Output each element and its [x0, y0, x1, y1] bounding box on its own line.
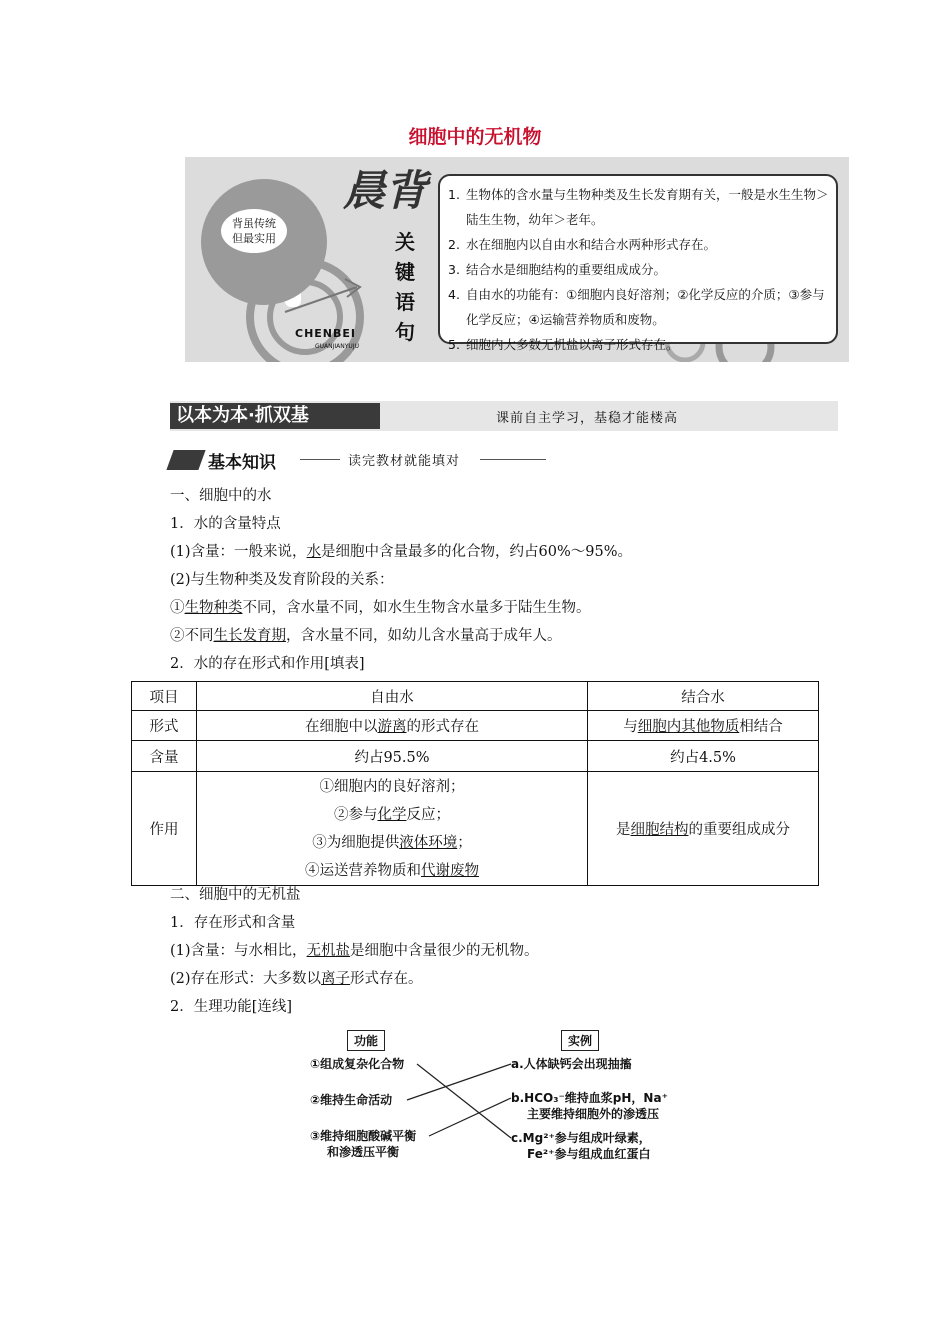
section-header-bar — [170, 401, 838, 431]
knowledge-title: 基本知识 — [208, 453, 276, 473]
key-point-text: 自由水的功能有：①细胞内良好溶剂；②化学反应的介质；③参与化学反应；④运输营养物质和废物。 — [466, 287, 825, 327]
speech-bubble — [221, 209, 287, 253]
table-cell — [588, 711, 819, 741]
text: 是细胞中含量很少的无机物。 — [350, 943, 539, 959]
table-cell: 约占95.5% — [197, 741, 588, 772]
key-point-num: 4. — [448, 287, 460, 302]
key-point-text: 细胞内大多数无机盐以离子形式存在。 — [466, 337, 679, 352]
table-cell — [197, 711, 588, 741]
connector-lines — [305, 1026, 665, 1166]
text: (1)含量：一般来说， — [170, 544, 307, 560]
table-cell: 作用 — [132, 772, 197, 886]
sub-heading: 1．存在形式和含量 — [170, 915, 296, 931]
answer-blank: 离子 — [321, 971, 351, 987]
key-point — [448, 332, 830, 357]
key-point-text: 结合水是细胞结构的重要组成成分。 — [466, 262, 667, 277]
vertical-char: 语 — [395, 290, 415, 314]
matching-diagram — [305, 1026, 668, 1166]
text: ③为细胞提供 — [312, 834, 400, 851]
answer-blank: 细胞内其他物质 — [637, 719, 740, 735]
diagram-right-item: 主要维持细胞外的渗透压 — [527, 1107, 660, 1121]
answer-blank: 细胞结构 — [630, 822, 689, 838]
bubble-text-line: 背虽传统 — [232, 217, 276, 230]
sub-heading: 1．水的含量特点 — [170, 516, 281, 532]
text: 形式存在。 — [350, 971, 423, 987]
morning-recite-banner — [185, 157, 849, 362]
text: 是细胞中含量最多的化合物，约占60%～95%。 — [321, 544, 633, 560]
table-row — [132, 682, 819, 711]
text: ①细胞内的良好溶剂； — [319, 778, 465, 795]
paragraph — [170, 969, 423, 989]
section-title: 以本为本·抓双基 — [170, 403, 380, 429]
table-cell — [197, 772, 588, 886]
answer-blank: 游离 — [377, 719, 407, 735]
paragraph — [170, 941, 539, 961]
text-line — [197, 857, 587, 885]
vertical-label — [395, 227, 421, 347]
text: ④运送营养物质和 — [305, 862, 421, 879]
text: ； — [457, 834, 472, 851]
diagram-left-item: ①组成复杂化合物 — [310, 1057, 405, 1071]
brand-label: CHENBEI — [295, 327, 356, 340]
answer-blank: 水 — [306, 544, 322, 560]
table-cell: 约占4.5% — [588, 741, 819, 772]
sub-heading: 2．水的存在形式和作用[填表] — [170, 656, 365, 672]
paragraph: (2)与生物种类及发育阶段的关系： — [170, 572, 394, 588]
table-cell: 形式 — [132, 711, 197, 741]
table-row — [132, 741, 819, 772]
text: 在细胞中以 — [305, 719, 378, 735]
text: 反应； — [406, 806, 450, 823]
text: 是 — [616, 822, 631, 838]
paragraph — [170, 626, 562, 646]
text-line — [197, 829, 587, 857]
text: 的形式存在 — [406, 719, 479, 735]
key-point-text: 生物体的含水量与生物种类及生长发育期有关，一般是水生生物＞陆生生物，幼年＞老年。 — [466, 187, 829, 227]
answer-blank: 化学 — [377, 806, 407, 823]
knowledge-header — [170, 448, 546, 472]
text-line — [197, 801, 587, 829]
table-cell: 含量 — [132, 741, 197, 772]
key-point-text: 水在细胞内以自由水和结合水两种形式存在。 — [466, 237, 717, 252]
connector-line — [429, 1098, 511, 1136]
text: (2)存在形式：大多数以 — [170, 971, 322, 987]
knowledge-subtitle: 读完教材就能填对 — [348, 454, 461, 469]
divider — [300, 459, 340, 460]
answer-blank: 液体环境 — [399, 834, 458, 851]
key-point — [448, 282, 830, 332]
key-point — [448, 182, 830, 232]
connector-line — [417, 1064, 511, 1138]
diagram-right-item: c.Mg²⁺参与组成叶绿素， — [511, 1131, 651, 1145]
key-point-num: 1. — [448, 187, 460, 202]
answer-blank: 生物种类 — [184, 600, 243, 616]
key-point — [448, 232, 830, 257]
table-row — [132, 772, 819, 886]
text: ②不同 — [170, 628, 214, 644]
text: 相结合 — [739, 719, 783, 735]
bubble-text-line: 但最实用 — [232, 232, 276, 245]
text: 的重要组成成分 — [688, 822, 790, 838]
table-cell — [588, 772, 819, 886]
diagram-left-head: 功能 — [347, 1030, 385, 1051]
key-point-num: 3. — [448, 262, 460, 277]
chen-bei-heading: 晨背 — [343, 166, 428, 215]
divider — [480, 459, 546, 460]
diagram-left-item: 和渗透压平衡 — [327, 1145, 400, 1159]
paragraph — [170, 542, 632, 562]
key-point-num: 2. — [448, 237, 460, 252]
diagram-left-item: ③维持细胞酸碱平衡 — [310, 1129, 417, 1143]
page-title: 细胞中的无机物 — [408, 126, 542, 148]
text: ②参与 — [334, 806, 378, 823]
text: ，含水量不同，如幼儿含水量高于成年人。 — [286, 628, 562, 644]
key-points-box — [438, 174, 838, 352]
diagram-right-item: b.HCO₃⁻维持血浆pH，Na⁺ — [511, 1091, 668, 1105]
key-point-num: 5. — [448, 337, 460, 352]
table-header: 结合水 — [588, 682, 819, 711]
diagram-right-head: 实例 — [561, 1030, 599, 1051]
heading-salt: 二、细胞中的无机盐 — [170, 887, 301, 903]
water-table — [131, 681, 819, 886]
paragraph — [170, 598, 591, 618]
text: 不同，含水量不同，如水生生物含水量多于陆生生物。 — [242, 600, 591, 616]
diagram-left-item: ②维持生命活动 — [310, 1093, 393, 1107]
vertical-char: 键 — [395, 260, 415, 284]
answer-blank: 无机盐 — [306, 943, 351, 959]
answer-blank: 生长发育期 — [213, 628, 286, 644]
text: (1)含量：与水相比， — [170, 943, 307, 959]
table-header: 项目 — [132, 682, 197, 711]
sub-heading: 2．生理功能[连线] — [170, 999, 293, 1015]
key-point — [448, 257, 830, 282]
table-row — [132, 711, 819, 741]
vertical-char: 关 — [395, 230, 415, 254]
diagram-right-item: a.人体缺钙会出现抽搐 — [511, 1057, 632, 1071]
answer-blank: 代谢废物 — [421, 862, 479, 879]
text: ① — [170, 600, 185, 616]
stripes-icon — [166, 450, 205, 470]
brand-sub-label: GUANJIANYUJU — [315, 343, 359, 350]
heading-water: 一、细胞中的水 — [170, 488, 272, 504]
diagram-right-item: Fe²⁺参与组成血红蛋白 — [527, 1147, 651, 1161]
connector-line — [407, 1064, 511, 1100]
text: 与 — [623, 719, 638, 735]
table-header: 自由水 — [197, 682, 588, 711]
section-subtitle: 课前自主学习，基稳才能楼高 — [495, 411, 678, 426]
vertical-char: 句 — [395, 320, 415, 344]
